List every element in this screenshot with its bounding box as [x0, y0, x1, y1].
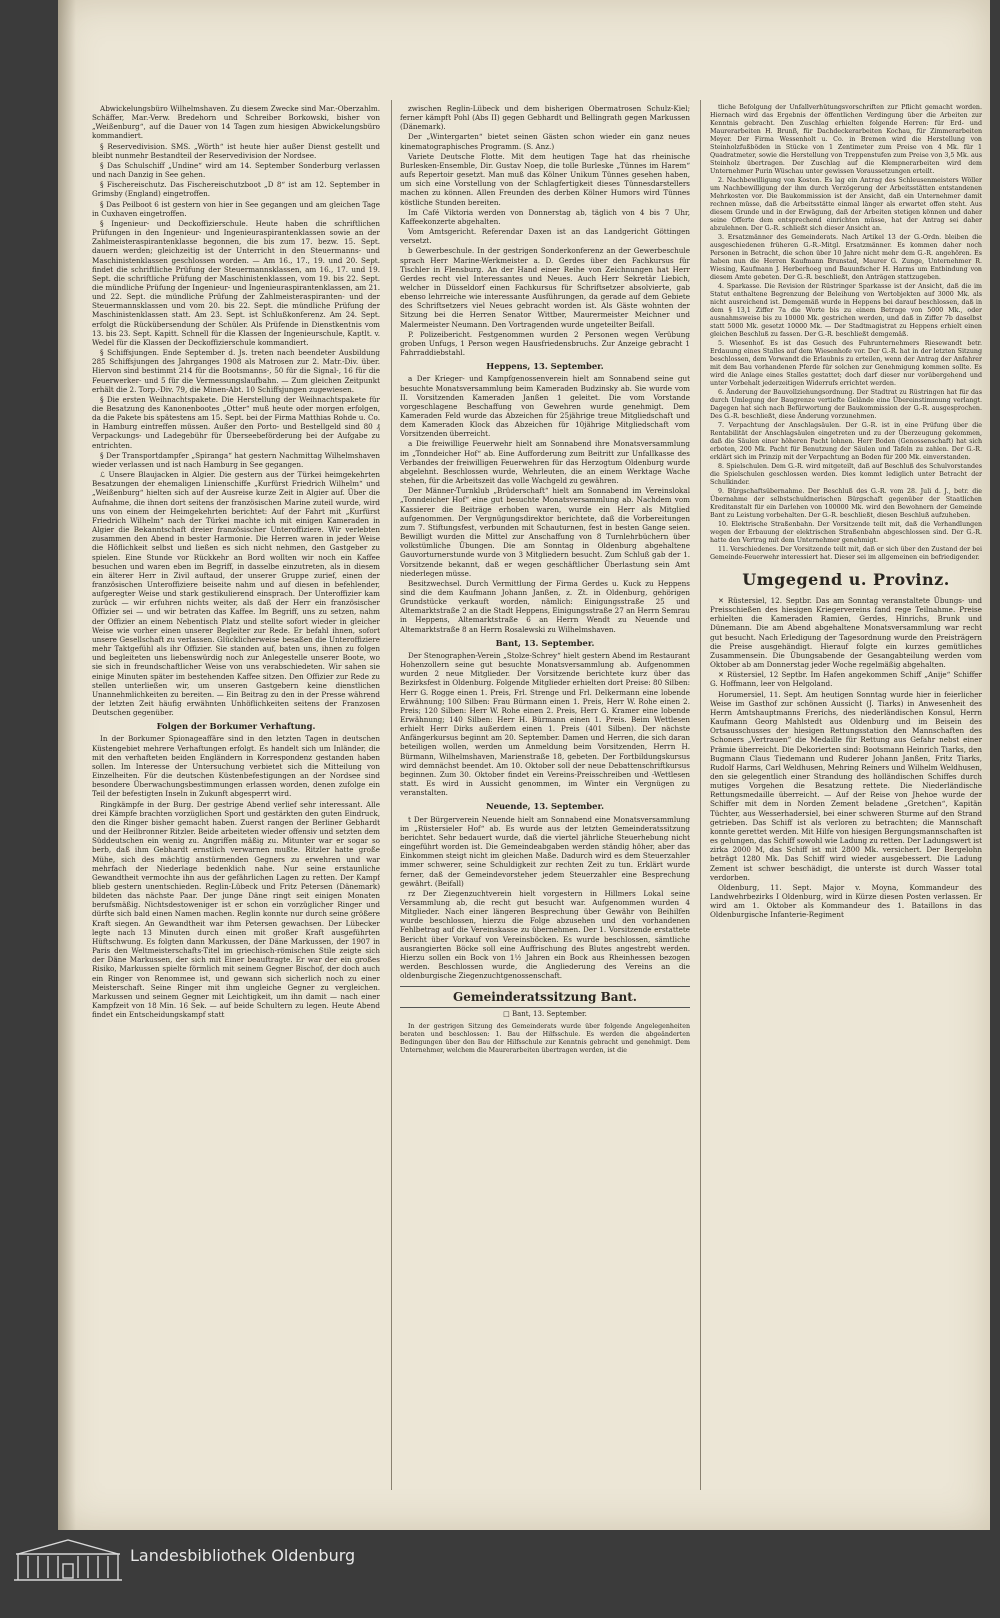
section-heading: Folgen der Borkumer Verhaftung.: [156, 721, 316, 732]
article-paragraph: t Der Bürgerverein Neuende hielt am Sonnabend eine Monatsversammlung im „Rüstersieler Hof“ ab. Es wurde aus der letzten Gemeinderatssitzung berichtet. Sehr bedauert wurde, daß die viertel jährliche Steuerhebung nicht eingeführt worden ist. Die Gemeindeabgaben werden ständig höher, aber das Einkommen steigt nicht im gleichen Maße. Dadurch wird es dem Steuerzahler immer schwerer, seine Schuldigkeit zur rechten Zeit zu tun. Erklärt wurde ferner, daß der Gemeindevorsteher jedem Steuerzahler eine Besprechung gewährt. (Beifall): [400, 814, 690, 888]
article-paragraph: 4. Sparkasse. Die Revision der Rüstringer Sparkasse ist der Ansicht, daß die im Statut enthaltene Begrenzung der Beleihung von Wertobjekten auf 3000 Mk. als nicht ausreichend ist. Demgemäß wurde in Heppens bei darauf beschlossen, daß in dem § 13,1 Ziffer 7a die Worte bis zu einem Betrage von 5000 Mk., oder ausnahmsweise bis zu 10000 Mk. gestrichen werden, und daß in Ziffer 7b daselbst statt 5000 Mk. gesetzt 10000 Mk. — Der Stadtmagistrat zu Heppens erhielt einen gleichen Beschluß zu fassen. Der G.-R. beschließt demgemäß.: [710, 283, 982, 338]
column-rule: [700, 100, 701, 1490]
library-building-icon: [12, 1534, 124, 1584]
article-paragraph: Variete Deutsche Flotte. Mit dem heutigen Tage hat das rheinische Burlesken-Ensemble, Dir. Gustav Noep, die tolle Burleske „Tünnes im Harem“ aufs Repertoir gesetzt. Man muß das Kölner Unikum Tünnes gesehen haben, um sich eine Vorstellung von der Schlagfertigkeit dieses Tünnesdarstellers machen zu können. Allen Freunden des derben Kölner Humors wird Tünnes köstliche Stunden bereiten.: [400, 151, 690, 207]
article-paragraph: Vom Amtsgericht. Referendar Daxen ist an das Landgericht Göttingen versetzt.: [400, 227, 690, 246]
section-heading: Heppens, 13. September.: [486, 361, 604, 372]
column-2: [400, 104, 690, 1494]
article-paragraph: § Reservedivision. SMS. „Wörth“ ist heute hier außer Dienst gestellt und bleibt nunmehr Bestandteil der Reservedivision der Nordsee.: [92, 141, 380, 160]
column-3: [710, 104, 982, 1494]
article-paragraph: 10. Elektrische Straßenbahn. Der Vorsitzende teilt mit, daß die Verhandlungen wegen der Erbauung der elektrischen Straßenbahn abgeschlossen sind. Der G.-R. hatte den Vertrag mit dem Unternehmer genehmigt.: [710, 521, 982, 544]
article-paragraph: tliche Befolgung der Unfallverhütungsvorschriften zur Pflicht gemacht worden. Hiernach wird das Ergebnis der öffentlichen Verdingung über die Arbeiten zur Kenntnis gebracht. Den Zuschlag erhielten folgende Herren: für Erd- und Maurerarbeiten H. Brunß, für Dachdeckerarbeiten Kochau, für Zimmerarbeiten Meyer. Der Firma Wessenholt u. Co. in Bremen wird die Herstellung von Steinholzfußböden in Stücke von 1 Zentimeter zum Preise von 4 Mk. für 1 Quadratmeter, sowie die Herstellung von Treppenstufen zum Preise von 3,5 Mk. aus Steinholz übertragen. Der Zuschlag auf die Klempnerarbeiten wird dem Unternehmer Purin Wüschau unter gewissen Voraussetzungen erteilt.: [710, 104, 982, 175]
article-paragraph: § Schiffsjungen. Ende September d. Js. treten nach beendeter Ausbildung 285 Schiffsjungen des Jahrganges 1908 als Matrosen zur 2. Matr.-Div. über. Hiervon sind bestimmt 214 für die Bootsmanns-, 50 für die Signal-, 16 für die Feuerwerker- und 5 für die Vermessungslaufbahn. — Zum gleichen Zeitpunkt erhält die 2. Torp.-Div. 79, die Minen-Abt. 10 Schiffsjungen zugewiesen.: [92, 348, 380, 394]
article-paragraph: ✕ Rüstersiel, 12. Septbr. Das am Sonntag veranstaltete Übungs- und Preisschießen des hiesigen Kriegervereins fand rege Teilnahme. Preise erhielten die Kameraden Ramien, Gerdes, Hinrichs, Brunk und Dünemann. Die am Abend abgehaltene Monatsversammlung war recht gut besucht. Nach Erledigung der Tagesordnung wurde den Preisträgern die Preise ausgehändigt. Hierauf folgte ein kurzes gemütliches Zusammensein. Die Übungsabende der Gesangabteilung werden vom Oktober ab am Donnerstag jeder Woche regelmäßig abgehalten.: [710, 596, 982, 670]
article-paragraph: ℒ Unsere Blaujacken in Algier. Die gestern aus der Türkei heimgekehrten Besatzungen der ehemaligen Linienschiffe „Kurfürst Friedrich Wilhelm“ und „Weißenburg“ hielten sich auf der Ausreise kurze Zeit in Algier auf. Über die Aufnahme, die ihnen dort seitens der französischen Marine zuteil wurde, wird uns von einem der Heimgekehrten berichtet: Auf der Fahrt mit „Kurfürst Friedrich Wilhelm“ nach der Türkei machte ich mit einigen Kameraden in Algier die Bekanntschaft dreier französischer Unteroffiziere. Wir verlebten zusammen den Abend in bester Harmonie. Die Herren waren in jeder Weise die Höflichkeit selbst und ließen es sich nicht nehmen, den Gastgeber zu spielen. Eine Stunde vor Rückkehr an Bord wollten wir noch ein Kaffee besuchen und waren eben im Begriff, in dasselbe einzutreten, als in diesem ein älterer Herr in Zivil auftaud, der unserer Gruppe zurief, einen der französischen Unteroffiziere beiseite nahm und auf diesen in befehlender, aufgeregter Weise und stark gestikulierend einsprach. Der Unteroffizier kam zurück — wir erfuhren nichts weiter, als daß der Herr ein französischer Offizier sei — und wir betraten das Kaffee. Im Begriff, uns zu setzen, nahm der Offizier an einem Nebentisch Platz und stellte sofort wieder in gleicher Weise wie vorher einen unserer Begleiter zur Rede. Er befahl ihnen, sofort unsere Gesellschaft zu verlassen. Glücklicherweise besaßen die Unteroffiziere mehr Taktgefühl als ihr Offizier. Sie standen auf, baten uns, ihnen zu folgen und begleiteten uns liebenswürdig noch zur Anlegestelle unserer Boote, wo sie sich in freundschaftlicher Weise von uns verabschiedeten. Wir sahen sie einige Minuten später im bestehenden Kaffee sitzen. Den Offizier zur Rede zu stellen unterließen wir, um unseren Gastgebern keine dienstlichen Unannehmlichkeiten zu bereiten. — Ein Beitrag zu den in der Presse während der letzten Zeit häufig erwähnten Unhöflichkeiten seitens der Franzosen Deutschen gegenüber.: [92, 470, 380, 718]
article-paragraph: Abwickelungsbüro Wilhelmshaven. Zu diesem Zwecke sind Mar.-Oberzahlm. Schäffer, Mar.-Verw. Bredehorn und Schreiber Borkowski, bisher von „Weißenburg“, auf die Dauer von 14 Tagen zum hiesigen Abwickelungsbüro kommandiert.: [92, 104, 380, 141]
article-paragraph: Ringkämpfe in der Burg. Der gestrige Abend verlief sehr interessant. Alle drei Kämpfe brachten vorzüglichen Sport und gestärkten den guten Eindruck, den die Ringer bisher gemacht haben. Zuerst rangen der Berliner Gebhardt und der Heilbronner Ritzler. Beide arbeiteten wieder offensiv und setzten dem Süddeutschen ein wenig zu. Angriffen mäßig zu. Mitunter war er sogar so berb, daß ihm Gebhardt ernstlich verwarnen mußte. Ritzler hatte große Mühe, sich des mächtig anstürmenden Gegners zu erwehren und war mehrfach der Niederlage bedenklich nahe. Nur seine erstaunliche Gewandtheit vermochte ihn aus der gefährlichen Lagen zu retten. Der Kampf blieb gestern unentschieden. Reglin-Lübeck und Fritz Petersen (Dänemark) bildeten das nächste Paar. Der junge Däne ringt seit einigen Monaten berufsmäßig. Nichtsdestoweniger ist er schon ein vorzüglicher Ringer und dürfte sich bald einen Namen machen. Reglin konnte nur durch seine größere Kraft siegen. An Gewandtheit war ihm Petersen gewachsen. Der Lübecker legte nach 13 Minuten durch einen mit großer Kraft ausgeführten Hüftschwung. Es folgten dann Markussen, der Däne Markussen, der 1907 in Paris den Weltmeisterschafts-Titel im griechisch-römischen Stile zeigte sich der Däne Markussen, der sich mit Einer beauftragte. Er war der ein großes Risiko, Markussen spielte förmlich mit seinem Gegner Bischof, der doch auch ein Ringer von Renommee ist, und gewann sich sicherlich noch zu einer Meisterschaft. Seine Ringer mit ihm ungleiche Gegner zu vergleichen. Markussen und seinem Gegner mit Leichtigkeit, um ihn damit — nach einer Kampfzeit von 18 Min. 16 Sek. — auf beide Schultern zu legen. Heute Abend findet ein Entscheidungskampf statt: [92, 799, 380, 1020]
article-paragraph: P. Polizeibericht. Festgenommen wurden 2 Personen wegen Verübung groben Unfugs, 1 Person wegen Hausfriedensbruchs. Zur Anzeige gebracht 1 Fahrraddiebstahl.: [400, 329, 690, 358]
article-paragraph: zwischen Reglin-Lübeck und dem bisherigen Obermatrosen Schulz-Kiel; ferner kämpft Pohl (Abs II) gegen Gebhardt und Bellingrath gegen Markussen (Dänemark).: [400, 104, 690, 132]
section-heading: Neuende, 13. September.: [485, 801, 605, 812]
article-paragraph: 8. Spielschulen. Dem G.-R. wird mitgeteilt, daß auf Beschluß des Schulvorstandes die Spielschulen geschlossen werden. Dies kommt lediglich unter Betracht der Schulkinder.: [710, 463, 982, 486]
article-paragraph: 3. Ersatzmänner des Gemeinderats. Nach Artikel 13 der G.-Ordn. bleiben die ausgeschiedenen früheren G.-R.-Mitgl. Ersatzmänner. Es kommen daher noch Personen in Betracht, die schon über 10 Jahre nicht mehr dem G.-R. angehören. Es haben nun die Herren Kaufmann Brunstad, Maurer G. Zunge, Unternehmer R. Wiesing, Kaufmann J. Herberhoeg und Bauunfscher H. Harms um Entbindung von diesem Amte gebeten. Der G.-R. beschließt, den Anträgen stattzugeben.: [710, 234, 982, 281]
article-paragraph: 7. Verpachtung der Anschlagsäulen. Der G.-R. ist in eine Prüfung über die Rentabilität der Anschlagsäulen eingetreten und zu der Überzeugung gekommen, daß die Säulen einer höheren Pacht lohnen. Herr Boden (Genossenschaft) hat sich erboten, 200 Mk. Pacht für Benutzung der Säulen und Tafeln zu zahlen. Der G.-R. erklärt sich im Prinzip mit der Verpachtung an Boden für 200 Mk. einverstanden.: [710, 422, 982, 461]
article-paragraph: Im Café Viktoria werden von Donnerstag ab, täglich von 4 bis 7 Uhr, Kaffeekonzerte abgehalten.: [400, 207, 690, 226]
section-heading: □ Bant, 13. September.: [503, 1010, 587, 1019]
article-paragraph: § Das Schulschiff „Undine“ wird am 14. September Sonderburg verlassen und nach Danzig in See gehen.: [92, 160, 380, 180]
article-paragraph: Besitzwechsel. Durch Vermittlung der Firma Gerdes u. Kuck zu Heppens sind die dem Kaufmann Johann Janßen, z. Zt. in Oldenburg, gehörigen Grundstücke verkauft worden, nämlich: Einigungsstraße 25 und Altemarktstraße 2 an die Stadt Heppens, Einigungsstraße 27 an Herrn Semrau in Heppens, Altemarktstraße 6 an Herrn Wendt zu Neuende und Altemarktstraße 8 an Herrn Rosalewski zu Wilhelmshaven.: [400, 578, 690, 634]
article-paragraph: rz Der Ziegenzuchtverein hielt vorgestern in Hillmers Lokal seine Versammlung ab, die recht gut besucht war. Aufgenommen wurden 4 Mitglieder. Nach einer längeren Besprechung über Gewähr von Beihilfen wurde beschlossen, hierzu die Folge abzusehen und den vorhandenen Fehlbetrag auf die Vereinskasse zu übernehmen. Der 1. Vorsitzende erstattete Bericht über Vorkauf von Vereinsböcken. Es wurde beschlossen, sämtliche ausrangierten Böcke soll eine Auffrischung des Blutes angestrebt werden. Hierzu sollen ein Bock von 1½ Jahren ein Bock aus Rheinhessen bezogen werden. Beschlossen wurde, die Angliederung des Vereins an die oldenburgische Ziegenzuchtgenossenschaft.: [400, 888, 690, 981]
article-paragraph: 5. Wiesenhof. Es ist das Gesuch des Fuhrunternehmers Riesewandt betr. Erdauung eines Stalles auf dem Wiesenhofe vor. Der G.-R. hat in der letzten Sitzung beschlossen, dem Vorwandt die Erlaubnis zu erteilen, wenn der Antrag der Anfahrer mit dem Bau vorhandenen Pferde für solchen zur Genehmigung kommen sollte. Es wird die Anlage eines Stalles gestattet; doch darf dieser nur vorübergehend und unter Vorbehalt jederzeitigen Widerrufs errichtet werden.: [710, 340, 982, 387]
viewer-footer: [0, 1530, 1000, 1618]
article-paragraph: 9. Bürgschaftsübernahme. Der Beschluß des G.-R. vom 28. Juli d. J., betr. die Übernahme der selbstschuldnerischen Bürgschaft gegenüber der Staatlichen Kreditanstalt für ein Darlehen von 100000 Mk. wird den Bewohnern der Gemeinde Bant zu Leistung vorbehalten. Der G.-R. beschließt, diesen Beschluß aufzuheben.: [710, 488, 982, 519]
article-paragraph: § Das Peilboot 6 ist gestern von hier in See gegangen und am gleichen Tage in Cuxhaven eingetroffen.: [92, 199, 380, 218]
article-paragraph: In der Borkumer Spionageaffäre sind in den letzten Tagen in deutschen Küstengebiet mehrere Verhaftungen erfolgt. Es handelt sich um Inländer, die mit den verhafteten beiden Engländern in Korrespondenz gestanden haben sollen. Im Interesse der Untersuchung verbietet sich die Mitteilung von Einzelheiten. Für die deutschen Küstenbefestigungen an der Nordsee sind besondere Überwachungsbestimmungen erlassen worden, denen zufolge ein Teil der befestigten Inseln in Zukunft abgesperrt wird.: [92, 734, 380, 799]
newspaper-page: [58, 0, 990, 1530]
article-paragraph: Oldenburg, 11. Sept. Major v. Moyna, Kommandeur des Landwehrbezirks I Oldenburg, wird in Kürze diesen Posten verlassen. Er wird am 1. Oktober als Kommandeur des 1. Bataillons in das Oldenburgische Infanterie-Regiment: [710, 882, 982, 920]
section-heading: Umgegend u. Provinz.: [742, 570, 950, 589]
article-paragraph: Horumersiel, 11. Sept. Am heutigen Sonntag wurde hier in feierlicher Weise im Gasthof zur schönen Aussicht (J. Tiarks) in Anwesenheit des Herrn Amtshauptmanns Frerichs, des niederländischen Konsul, Herrn Kaufmann Georg Mahlstedt aus Oldenburg und im Beisein des Ortsausschusses der hiesigen Rettungsstation den Mannschaften des Schoners „Vertrauen“ die Medaille für Rettung aus Gefahr nebst einer Prämie überreicht. Die Dekorierten sind: Bootsmann Heinrich Tiarks, den Bugmann Claus Tiedemann und Ruderer Johann Janßen, Fritz Tiarks, Rudolf Harms, Carl Weldhusen, Mehring Reiners und Wilhelm Weldhusen, den sie gelegentlich einer Strandung des holländischen Schiffes durch mutiges Vorgehen die Besatzung rettete. Die Niederländische Rettungsmedaille überreicht. — Auf der Reise von Jhehoe wurde der Schiffer mit dem in Norden Zement beladene „Gretchen“, Kapitän Tüchter, aus Wesserhadersiel, bei einer schweren Sturme auf den Strand getrieben. Das Schiff ist als verloren zu betrachten; die Mannschaft konnte gerettet werden. Mit Hilfe von hiesigen Bergungsmannschaften ist es gelungen, das Schiff sowohl wie Ladung zu retten. Der Ladungswert ist zirka 2000 M, das Schiff ist mit 2800 Mk. versichert. Der Bergelohn beträgt 1280 Mk. Das Schiff wird wieder ausgebessert. Die Ladung Zement ist schwer beschädigt, die unterste ist durch Wasser total verdorben.: [710, 689, 982, 882]
article-paragraph: Der Männer-Turnklub „Brüderschaft“ hielt am Sonnabend im Vereinslokal „Tonndeicher Hof“ eine gut besuchte Monatsversammlung ab. Nachdem vom Kassierer die Beiträge erhoben waren, wurde ein Herr als Mitglied aufgenommen. Der Vergnügungsdirektor berichtete, daß die Vorbereitungen zum 7. Stiftungsfest, verbunden mit Schauturnen, fest in besten Gange seien. Bewilligt wurden die Mittel zur Anschaffung von 8 Turnlehrbüchern über volkstümliche Übungen. Die am Sonntag in Oldenburg abgehaltene Gauvorturnerstunde wurde von 3 Mitgliedern besucht. Zum Schluß gab der 1. Vorsitzende bekannt, daß er wegen geschäftlicher Überlastung sein Amt niederlegen müsse.: [400, 486, 690, 578]
article-paragraph: 6. Änderung der Bauvollziehungsordnung. Der Stadtrat zu Rüstringen hat für das durch Umlegung der Baugrenze vertiefte Gelände eine Übereinstimmung verlangt. Dagegen hat sich nach Befürwortung der Baukommission der G.-R. ausgesprochen. Des G.-R. beschließt, diese Änderung vorzunehmen.: [710, 389, 982, 420]
article-paragraph: Der Stenographen-Verein „Stolze-Schrey“ hielt gestern Abend im Restaurant Hohenzollern seine gut besuchte Monatsversammlung ab. Aufgenommen wurden 2 neue Mitglieder. Der Vorsitzende berichtete kurz über das Bezirksfest in Oldenburg. Folgende Mitglieder erhielten dort Preise: 80 Silben: Herr G. Rogge einen 1. Preis, Frl. Strenge und Frl. Delkermann eine lobende Erwähnung; 100 Silben: Frau Bürmann einen 1. Preis, Herr W. Rohe einen 2. Preis; 120 Silben: Herr W. Rohe einen 2. Preis, Herr G. Kramer eine lobende Erwähnung; 140 Silben: Herr H. Bürmann einen 1. Preis. Beim Wettlesen erhielt Herr Dirks außerdem einen 1. Preis (401 Silben). Der nächste Anfängerkursus beginnt am 20. September. Damen und Herren, die sich daran beteiligen wollen, werden um Anmeldung beim Vorsitzenden, Herrn H. Bürmann, Wilhelmshaven, Marienstraße 18, gebeten. Der Fortbildungskursus wird demnächst beendet. Am 10. Oktober soll der neue Debattenschriftkursus beginnen. Zum 30. Oktober findet ein Vereins-Preisschreiben und -Wettlesen statt. Es wird in Aussicht genommen, im Winter ein Vergnügen zu veranstalten.: [400, 650, 690, 798]
column-1: [92, 104, 380, 1494]
article-paragraph: 11. Verschiedenes. Der Vorsitzende teilt mit, daß er sich über den Zustand der bei Gemeinde-Feuerwehr interessiert hat. Dieser sei im allgemeinen ein befriedigender.: [710, 546, 982, 561]
article-paragraph: 2. Nachbewilligung von Kosten. Es lag ein Antrag des Schleusenmeisters Wöller um Nachbewilligung der ihm durch Verzögerung der Arbeitsstätten entstandenen Mehrkosten vor. Die Baukommission ist der Ansicht, daß ein Unternehmer damit rechnen müsse, daß die Arbeitsstätte einmal länger als erwartet offen steht. Aus diesem Grunde und in der Erwägung, daß der Arbeiten stetigen können und daher seine Offerte dem entsprechend einrichten müsse, hat der Antrag sei daher abzulehnen. Der G.-R. schließt sich dieser Ansicht an.: [710, 177, 982, 232]
article-paragraph: ✕ Rüstersiel, 12 Septbr. Im Hafen angekommen Schiff „Anije“ Schiffer G. Hoffmann, leer von Helgoland.: [710, 670, 982, 689]
article-paragraph: b Gewerbeschule. In der gestrigen Sonderkonferenz an der Gewerbeschule sprach Herr Marine-Werkmeister a. D. Gerdes über den Fachkursus für Tischler in Flensburg. An der Hand einer Reihe von Zeichnungen hat Herr Gerdes recht viel Interessantes und Neues. Auch Herr Sekretär Liebich, welcher in Düsseldorf einen Fachkursus für Schriftsetzer absolvierte, gab ebenso lehrreiche wie interessante Ausführungen, da gerade auf dem Gebiete des Schriftsetzers viel Neues gebracht worden ist. Als Gäste wohnten der Sitzung bei die Herren Senator Wittber, Maurermeister Meichner und Malermeister Neumann. Den Vortragenden wurde ungeteilter Beifall.: [400, 246, 690, 329]
article-paragraph: a Die freiwillige Feuerwehr hielt am Sonnabend ihre Monatsversammlung im „Tonndeicher Hof“ ab. Eine Aufforderung zum Beitritt zur Unfallkasse des Verbandes der freiwilligen Feuerwehren für das Herzogtum Oldenburg wurde abgelehnt. Beschlossen wurde, Wehrleuten, die an einem Werktage Wache stehen, für die Arbeitszeit das volle Wachgeld zu gewähren.: [400, 439, 690, 486]
article-paragraph: a Der Krieger- und Kampfgenossenverein hielt am Sonnabend seine gut besuchte Monatsversammlung beim Kameraden Budzinsky ab. Sie wurde vom II. Vorsitzenden Kameraden Janßen 1 geleitet. Die vom Vorstande vorgeschlagene Beschaffung von Gewehren wurde genehmigt. Dem Kameraden Feld wurde das Abzeichen für 25jährige treue Mitgliedschaft und dem Kameraden Klock das Abzeichen für 10jährige Mitgliedschaft vom Vorsitzenden überreicht.: [400, 374, 690, 439]
column-rule: [391, 100, 392, 1490]
section-heading: Gemeinderatssitzung Bant.: [400, 986, 690, 1008]
section-heading: Bant, 13. September.: [495, 637, 595, 648]
library-name: Landesbibliothek Oldenburg: [130, 1546, 356, 1565]
article-paragraph: Der „Wintergarten“ bietet seinen Gästen schon wieder ein ganz neues kinematographisches Programm. (S. Anz.): [400, 132, 690, 151]
article-paragraph: § Ingenieur- und Deckoffizierschule. Heute haben die schriftlichen Prüfungen in den Ingenieur- und Ingenieuraspirantenklassen sowie an der Zahlmeisteraspirantenklasse begonnen, die bis zum 17. bezw. 15. Sept. dauern werden; gleichzeitig ist der Unterricht in den Steuermanns- und Maschinistenklassen geschlossen worden. — Am 16., 17., 19. und 20. Sept. findet die schriftliche Prüfung der Steuermannsklassen, am 16., 17. und 19. Sept. die schriftliche Prüfung der Maschinistenklassen, vom 19. bis 22. Sept. die mündliche Prüfung der Ingenieur- und Ingenieuraspirantenklassen, am 21. und 22. Sept. die mündliche Prüfung der Zahlmeisteraspiranten- und der Steuermannsklassen und vom 20. bis 22. Sept. die mündliche Prüfung der Maschinistenklassen statt. Am 23. Sept. ist Schlußkonferenz. Am 24. Sept. erfolgt die Rückübersendung der Schüler. Als Prüfende in Dienstkentnis vom 13. bis 23. Sept. Kapitt. Schnell für die Klassen der Ingenieurschule, Kaptlt. v. Wedel für die Klassen der Deckoffizierschule kommandiert.: [92, 218, 380, 347]
article-paragraph: § Die ersten Weihnachtspakete. Die Herstellung der Weihnachtspakete für die Besatzung des Kanonenbootes „Otter“ muß heute oder morgen erfolgen, da die Pakete bis spätestens am 15. Sept. bei der Firma Matthias Rohde u. Co. in Hamburg eintreffen müssen. Außer den Porto- und Bestellgeld sind 80 ₰ Verpackungs- und Ladegebühr für Überseebeförderung bei der Aufgabe zu entrichten.: [92, 394, 380, 450]
article-paragraph: § Fischereischutz. Das Fischereischutzboot „D 8“ ist am 12. September in Grimsby (England) eingetroffen.: [92, 180, 380, 199]
article-paragraph: § Der Transportdampfer „Spiranga“ hat gestern Nachmittag Wilhelmshaven wieder verlassen und ist nach Hamburg in See gegangen.: [92, 450, 380, 469]
article-paragraph: In der gestrigen Sitzung des Gemeinderats wurde über folgende Angelegenheiten beraten und beschlossen: 1. Bau der Hilfsschule. Es werden die abgeänderten Bedingungen über den Bau der Hilfsschule zur Kenntnis gebracht und genehmigt. Dem Unternehmer, welchem die Maurerarbeiten übertragen werden, ist die: [400, 1022, 690, 1054]
